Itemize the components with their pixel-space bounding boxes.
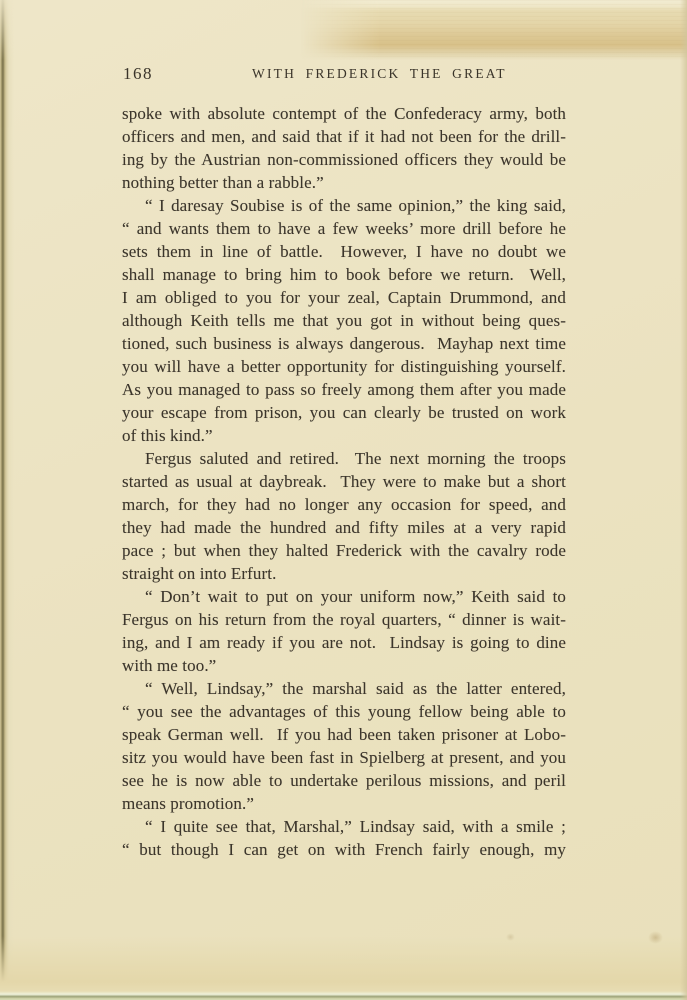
- text-line: although Keith tells me that you got in without being ques-: [122, 311, 566, 330]
- paragraph: [122, 585, 566, 677]
- text-line: march, for they had no longer any occasion for speed, and: [122, 495, 566, 514]
- paragraph: [122, 102, 566, 194]
- page-edge-right: [680, 0, 687, 1000]
- text-line: “ Well, Lindsay,” the marshal said as the latter entered,: [145, 679, 566, 698]
- text-line: As you managed to pass so freely among them after you made: [122, 380, 566, 399]
- paragraph: [122, 815, 566, 861]
- text-line: “ and wants them to have a few weeks’ more drill before he: [122, 219, 566, 238]
- text-line: sitz you would have been fast in Spielberg at present, and you: [122, 748, 566, 767]
- text-line: ing, and I am ready if you are not. Lindsay is going to dine: [122, 633, 566, 652]
- text-line: started as usual at daybreak. They were to make but a short: [122, 472, 566, 491]
- text-line: shall manage to bring him to book before we return. Well,: [122, 265, 566, 284]
- text-line: straight on into Erfurt.: [122, 564, 277, 583]
- text-line: spoke with absolute contempt of the Confederacy army, both: [122, 104, 566, 123]
- paper-stain: [648, 931, 663, 944]
- text-line: ing by the Austrian non-commissioned officers they would be: [122, 150, 566, 169]
- running-head-title: WITH FREDERICK THE GREAT: [252, 66, 507, 81]
- text-line: Fergus saluted and retired. The next morning the troops: [145, 449, 566, 468]
- text-line: pace ; but when they halted Frederick with the cavalry rode: [122, 541, 566, 560]
- text-line: I am obliged to you for your zeal, Captain Drummond, and: [122, 288, 566, 307]
- page-edge-top: [300, 0, 687, 60]
- page-edge-bottom: [0, 936, 687, 1000]
- paragraph: [122, 677, 566, 815]
- text-line: officers and men, and said that if it had not been for the drill-: [122, 127, 566, 146]
- body-text: [122, 102, 566, 861]
- text-line: “ you see the advantages of this young fellow being able to: [122, 702, 566, 721]
- text-line: “ Don’t wait to put on your uniform now,” Keith said to: [145, 587, 566, 606]
- book-gutter-edge: [0, 0, 14, 1000]
- paragraph: [122, 194, 566, 447]
- text-line: “ I daresay Soubise is of the same opinion,” the king said,: [145, 196, 566, 215]
- paragraph: [122, 447, 566, 585]
- text-line: you will have a better opportunity for distinguishing yourself.: [122, 357, 566, 376]
- text-line: “ but though I can get on with French fairly enough, my: [122, 840, 566, 859]
- text-line: see he is now able to undertake perilous missions, and peril: [122, 771, 566, 790]
- text-line: “ I quite see that, Marshal,” Lindsay said, with a smile ;: [145, 817, 566, 836]
- text-line: nothing better than a rabble.”: [122, 173, 324, 192]
- page-number: 168: [123, 64, 153, 83]
- text-line: means promotion.”: [122, 794, 255, 813]
- text-line: speak German well. If you had been taken prisoner at Lobo-: [122, 725, 566, 744]
- text-line: tioned, such business is always dangerous. Mayhap next time: [122, 334, 566, 353]
- text-line: of this kind.”: [122, 426, 213, 445]
- text-line: with me too.”: [122, 656, 217, 675]
- text-line: they had made the hundred and fifty miles at a very rapid: [122, 518, 566, 537]
- text-line: Fergus on his return from the royal quarters, “ dinner is wait-: [122, 610, 566, 629]
- text-line: sets them in line of battle. However, I have no doubt we: [122, 242, 566, 261]
- paper-stain: [506, 933, 515, 941]
- text-line: your escape from prison, you can clearly be trusted on work: [122, 403, 566, 422]
